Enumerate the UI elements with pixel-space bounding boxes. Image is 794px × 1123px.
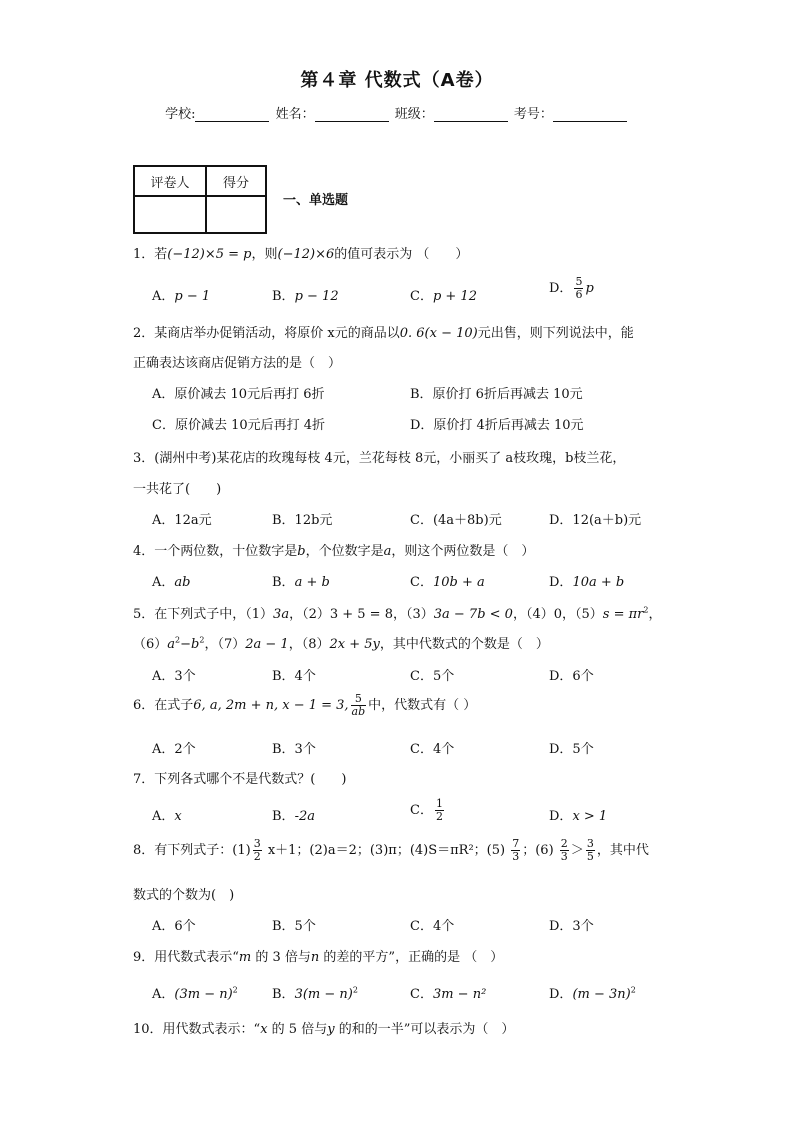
option-letter: C． [410,803,433,818]
q9-option-d[interactable] [549,983,636,1002]
q4-var-a: a [383,544,392,559]
q8-stem-c: ；(6) [522,843,558,858]
class-blank [434,108,508,122]
question-4 [133,540,534,559]
fraction [560,838,569,863]
numerator: 1 [435,797,443,810]
q1-formula: (−12)×5 = p [167,247,252,262]
q4-var-b: b [297,544,306,559]
option-letter: B． [272,575,295,590]
q5-stem-a: 5．在下列式子中，（1） [133,607,274,622]
denominator: 5 [586,850,594,863]
option-text: (m − 3n) [572,987,631,1002]
option-letter: D． [549,809,573,824]
number-blank [553,108,627,122]
q6-option-d[interactable]: D．5个 [549,742,594,757]
exponent: 2 [199,635,205,645]
q8-option-b[interactable]: B．5个 [272,919,316,934]
q4-option-d[interactable] [549,571,624,590]
school-label: 学校: [165,107,196,122]
q3-option-c[interactable]: C．(4a＋8b)元 [410,513,502,528]
q2-stem-a: 2．某商店举办促销活动，将原价 x元的商品以 [133,326,400,341]
q2-stem-c: 元出售，则下列说法中，能 [477,326,634,341]
option-letter: D． [549,987,573,1002]
q5-expr-7: 2a − 1 [245,637,289,652]
option-text: p − 12 [294,289,339,304]
q5-expr-6: a [167,637,176,652]
question-10 [133,1018,514,1037]
q5-expr-1: 3a [273,607,290,622]
question-3: 3．(湖州中考)某花店的玫瑰每枝 4元，兰花每枝 8元，小丽买了 a枝玫瑰，b枝兰花， [133,451,626,466]
q4-stem-e: ，则这个两位数是（ ） [391,544,535,559]
option-text: x [174,809,182,824]
question-5 [133,603,661,622]
var-m: m [238,950,252,965]
q1-option-b[interactable] [272,285,339,304]
grader-cell [134,196,206,233]
option-letter: D． [549,575,573,590]
q8-option-d[interactable]: D．3个 [549,919,594,934]
denominator: 3 [560,850,568,863]
q6-option-a[interactable]: A．2个 [152,742,196,757]
q1-stem-c: ，则 [251,247,278,262]
question-8-line-2: 数式的个数为( ) [133,888,235,903]
q5-option-b[interactable]: B．4个 [272,669,316,684]
option-text: p [585,281,594,296]
q9-option-b[interactable] [272,983,358,1002]
q5-expr-3: 3a − 7b < 0 [433,607,513,622]
q1-stem-a: 1．若 [133,247,168,262]
question-2-line-2: 正确表达该商店促销方法的是（ ） [133,356,342,371]
q10-stem-b: 的 5 倍与 [267,1022,328,1037]
fraction [586,838,595,863]
q5-sep: ，（2）3 + 5 = 8，（3） [289,607,434,622]
option-letter: C． [410,289,433,304]
option-text: 3m − n² [432,987,487,1002]
school-blank [195,108,269,122]
question-7: 7．下列各式哪个不是代数式？( ) [133,772,347,787]
q6-formula: 6, a, 2m + n, x − 1 = 3, [193,698,349,713]
q5-option-c[interactable]: C．5个 [410,669,455,684]
q2-option-b[interactable]: B．原价打 6折后再减去 10元 [410,387,583,402]
q6-option-c[interactable]: C．4个 [410,742,455,757]
exponent: 2 [643,605,649,615]
option-text: p − 1 [174,289,211,304]
q5-sep: ，（7） [204,637,246,652]
option-letter: B． [272,289,295,304]
q2-option-d[interactable]: D．原价打 4折后再减去 10元 [410,418,584,433]
question-1 [133,243,468,262]
q4-stem-a: 4．一个两位数，十位数字是 [133,544,298,559]
greater-than-sign: ＞ [570,843,584,858]
q9-option-c[interactable] [410,983,486,1002]
numerator: 7 [512,837,520,850]
q2-option-c[interactable]: C．原价减去 10元后再打 4折 [152,418,326,433]
q8-stem-a: 8．有下列式子：(1) [133,843,251,858]
q7-option-b[interactable] [272,805,315,824]
q5-option-d[interactable]: D．6个 [549,669,594,684]
q6-stem-c: 中，代数式有（ ） [368,698,477,713]
option-text: ab [174,575,191,590]
exponent: 2 [630,985,636,995]
name-label: 姓名： [275,107,315,122]
q1-formula-2: (−12)×6 [277,247,335,262]
q5-expr-6b: −b [180,637,200,652]
question-2 [133,322,634,341]
q9-stem-c: 的差的平方”，正确的是 （ ） [319,950,504,965]
option-letter: D． [549,281,573,296]
q4-option-c[interactable] [410,571,485,590]
option-text: 10a + b [572,575,625,590]
denominator: 2 [435,810,443,823]
numerator: 5 [575,275,583,288]
question-8 [133,838,649,863]
q1-stem-e: 的值可表示为 （ ） [334,247,469,262]
option-letter: A． [152,987,175,1002]
denominator: 3 [512,850,520,863]
fraction [511,838,520,863]
q5-sep: ，（4）0，（5） [512,607,603,622]
denominator: 2 [253,850,261,863]
name-blank [315,108,389,122]
option-text: 10b + a [432,575,485,590]
q6-stem-a: 6．在式子 [133,698,194,713]
option-letter: B． [272,809,295,824]
q3-option-b[interactable]: B．12b元 [272,513,333,528]
q3-option-a[interactable]: A．12a元 [152,513,212,528]
q9-stem-b: 的 3 倍与 [251,950,311,965]
q8-stem-b: x＋1；(2)a＝2；(3)π；(4)S＝πR²；(5) [263,843,510,858]
grader-header: 评卷人 [134,166,206,196]
class-label: 班级： [394,107,434,122]
denominator: ab [351,705,366,718]
question-6 [133,693,476,718]
q4-option-b[interactable] [272,571,330,590]
option-text: 3(m − n) [294,987,353,1002]
q10-stem-a: 10．用代数式表示：“ [133,1022,261,1037]
q2-formula: 0. 6(x − 10) [399,326,478,341]
q2-option-a[interactable]: A．原价减去 10元后再打 6折 [152,387,325,402]
question-5-line-2 [133,633,549,652]
numerator: 5 [351,693,367,706]
fraction [574,276,583,301]
score-cell [206,196,266,233]
q8-stem-d: ，其中代 [596,843,649,858]
q5-sep: ， [648,607,662,622]
q5-expr-8: 2x + 5y [329,637,380,652]
student-info-line [0,103,794,122]
page-title: 第４章 代数式（A卷） [300,70,494,91]
option-text: (3m − n) [174,987,233,1002]
var-y: y [327,1022,335,1037]
exponent: 2 [352,985,358,995]
q1-option-d[interactable] [549,276,594,301]
option-letter: A． [152,289,175,304]
option-letter: A． [152,575,175,590]
q7-option-c[interactable] [410,798,446,823]
q5-option-a[interactable]: A．3个 [152,669,196,684]
q5-stem-b: （6） [133,637,168,652]
q5-sep: ，（8） [288,637,330,652]
question-9 [133,946,503,965]
option-letter: A． [152,809,175,824]
score-header: 得分 [206,166,266,196]
option-text: x > 1 [572,809,608,824]
fraction [253,838,262,863]
q8-option-a[interactable]: A．6个 [152,919,196,934]
option-text: a + b [294,575,330,590]
number-label: 考号： [513,107,553,122]
q1-option-a[interactable] [152,285,210,304]
q9-stem-a: 9．用代数式表示“ [133,950,239,965]
numerator: 3 [586,837,594,850]
option-letter: C． [410,987,433,1002]
option-letter: B． [272,987,295,1002]
q4-stem-c: ，个位数字是 [305,544,384,559]
option-text: -2a [294,809,315,824]
option-letter: C． [410,575,433,590]
var-n: n [310,950,320,965]
q5-expr-5: s = πr [602,607,644,622]
fraction [351,693,367,718]
q7-option-a[interactable] [152,805,182,824]
q5-stem-end: ，其中代数式的个数是（ ） [379,637,549,652]
denominator: 6 [575,288,583,301]
section-title: 一、单选题 [283,193,349,208]
q7-option-d[interactable] [549,805,607,824]
numerator: 3 [253,837,261,850]
question-3-line-2: 一共花了( ) [133,482,222,497]
q3-option-d[interactable]: D．12(a＋b)元 [549,513,642,528]
q8-option-c[interactable]: C．4个 [410,919,455,934]
q1-option-c[interactable] [410,285,477,304]
var-x: x [260,1022,268,1037]
q4-option-a[interactable] [152,571,190,590]
q6-option-b[interactable]: B．3个 [272,742,316,757]
fraction [435,798,444,823]
numerator: 2 [560,837,568,850]
q10-stem-c: 的和的一半”可以表示为（ ） [334,1022,515,1037]
q9-option-a[interactable] [152,983,238,1002]
exponent: 2 [175,635,181,645]
exponent: 2 [232,985,238,995]
score-table [133,165,267,234]
option-text: p + 12 [432,289,477,304]
